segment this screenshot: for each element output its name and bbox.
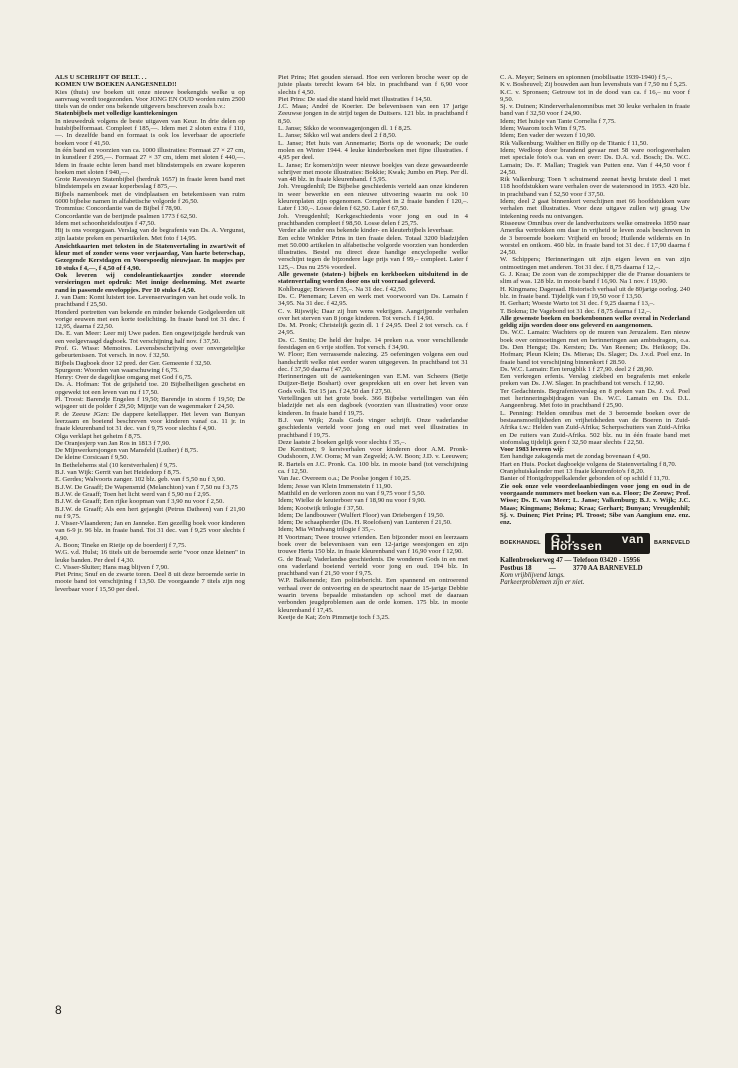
paragraph: In één band en voorzien van ca. 1000 illustraties: Formaat 27 × 27 cm, in kunstleer f 295,—. Formaat 27 × 37 cm, idem met sloten f 440,—. Idem in fraaie echte leren band met blindstempels en zware koperen hoeken met sloten f 940,—. <box>55 146 245 176</box>
paragraph: Voor 1983 leveren wij: <box>500 446 564 454</box>
paragraph: B.J.W. de Graaff; Een rijke koopman van f 3,90 nu voor f 2,50. <box>55 498 225 506</box>
paragraph: Verder alle onder ons bekende kinder- en kleuterbijbels leverbaar. <box>278 227 454 235</box>
paragraph: De Mijnwerkersjongen van Mansfeld (Luther) f 8,75. <box>55 447 198 455</box>
paragraph: KOMEN UW BOEKEN AANGESNELD!! <box>55 81 177 89</box>
paragraph: Pl. Troost: Barendje Engelen f 19,50; Barendje in storm f 19,50; De wijsgeer uit de polder f 29,50; Mijntje van de wagenmaker f 24,50. <box>55 396 245 411</box>
page-number: 8 <box>55 1003 62 1017</box>
paragraph: Ds. M. Pronk; Christelijk gezin dl. 1 f 24,95. Deel 2 tot versch. ca. f 24,95. <box>278 322 468 337</box>
paragraph: Idem; deel 2 gaat binnenkort verschijnen met 66 hoofdstukken ware verhalen met illustraties. Voor deze uitgave zullen wij graag Uw intekening reeds nu ontvangen. <box>500 198 690 220</box>
paragraph: Ansichtkaarten met teksten in de Statenvertaling in zwart/wit of kleur met of zonder wens voor verjaardag, Van harte beterschap, Gezegende Kerstdagen en Voorspoedig nieuwjaar. In mapjes per 10 stuks f 4,—, f 4,50 of f 4,90. <box>55 242 245 272</box>
paragraph: L. Janse; Er komen/zijn weer nieuwe boekjes van deze gewaardeerde schrijver met mooie illustraties: Bokkie; Kwak; Jumbo en Piep. Per dl. van 48 blz. in fraaie kleurenband. f 5,95. <box>278 161 468 184</box>
paragraph: Grote Ravesteyn Statenbijbel (herdruk 1657) in fraaie leren band met blindstempels en zwaar koperbeslag f 875,—. <box>55 176 245 191</box>
paragraph: Rik Valkenburg; Walther en Billy op de Titanic f 11,50. <box>500 139 648 147</box>
paragraph: Henry: Over de dagelijkse omgang met God f 6,75. <box>55 374 193 382</box>
paragraph: Ds. C. Smits; De held der hulpe. 14 preken o.a. voor verschillende feestdagen en 6 vrije stoffen. Tot versch. f 34,90. <box>278 336 468 351</box>
paragraph: Ds. W.C. Lamain: Wachters op de muren van Jeruzalem. Een nieuw boek over ontmoetingen met en herinneringen aan ambtsdragers, o.a. Ds. Den Hengst; Ds. Kersten; Ds. Van Reenen; Ds. Heikoop; Ds. Hofman; Pleun Klein; Ds. Mieras; Ds. Slager; Ds. J.v.d. Poel enz. In fraaie band tot verschijning binnenkort f 28.50. <box>500 329 690 366</box>
paragraph: Vertellingen uit het grote boek. 366 Bijbelse vertellingen van één bladzijde net als een dagboek (voorzien van illustraties) voor onze kinderen. In fraaie band f 19,75. <box>278 395 468 417</box>
paragraph: Een verkregen erfenis. Verslag ziekbed en begrafenis met enkele preken van Ds. J.W. Slager. In prachtband tot versch. f 12,90. <box>500 373 690 388</box>
paragraph: Ook leveren wij condoleantiekaartjes zonder storende versieringen met opdruk: Met innige deelneming. Met zwarte rand in passende enveloppjes. Per 10 stuks f 4,50. <box>55 272 245 294</box>
paragraph: Idem; De landbouwer (Wulfert Floor) van Driebergen f 19,50. <box>278 511 445 519</box>
paragraph: Joh. Vreugdenhil; De Bijbelse geschiedenis verteld aan onze kinderen in weer bewerkte en een nieuwe uitvoering waarin nu ook 10 kleurenplaten zijn opgenomen. Compleet in 2 fraaie banden f 120,–. Later f 130,–. Losse delen f 62,50. Later f 67,50. <box>278 183 468 213</box>
paragraph: A. Boon; Tineke en Rietje op de boerderij f 7,75. <box>55 542 187 549</box>
visit-note: Kom vrijblijvend langs. <box>500 572 565 579</box>
bookshop-logo <box>500 532 690 554</box>
paragraph: L. Janse; Sikko wil wat anders deel 2 f 8,50. <box>278 132 397 140</box>
paragraph: Van Jac. Overeem o.a.; De Poolse jongen f 10,25. <box>278 475 411 483</box>
paragraph: B.J. van Wijk; Zoals Gods vinger schrijft. Onze vaderlandse geschiedenis verteld voor jong en oud met veel illustraties in prachtband f 19,75. <box>278 416 468 439</box>
paragraph: H. Gerhart; Woeste Warto tot 31 dec. f 9,25 daarna f 13,–. <box>500 300 655 308</box>
paragraph: Bijbels Dagboek door 12 pred. der Ger. Gemeente f 32,50. <box>55 359 212 367</box>
paragraph: Idem; Het huisje van Tante Cornelia f 7,75. <box>500 117 616 125</box>
paragraph: Ter Gedachtenis. Begrafenisverslag en 8 preken van Ds. J. v.d. Poel met herinneringsbijdragen van Ds. W.C. Lamain en Ds. D.L. Aangeenbrug. Met foto in prachtband f 25,90. <box>500 387 690 410</box>
paragraph: Sj. v. Duinen; Kinderverhalenomnibus met 30 leuke verhalen in fraaie band van f 32,50 voor f 24,90. <box>500 103 690 118</box>
paragraph: Oranjehuiskalender met 13 fraaie kleurenfoto's f 8,20. <box>500 468 645 476</box>
paragraph: B.J.W. De Graaff; De Wapensmid (Melanchton) van f 7,50 nu f 3,75 <box>55 483 238 491</box>
paragraph: Idem met schoonheidsfoutjes f 47,50. <box>55 219 156 227</box>
address-line: Kallenbroekerweg 47 — Telefoon 03420 - 15956 <box>500 557 640 565</box>
paragraph: Deze laatste 2 boeken gelijk voor slechts f 35,–. <box>278 438 407 446</box>
paragraph: Idem; Kootwijk trilogie f 37,50. <box>278 504 364 512</box>
paragraph: Herinneringen uit de aantekeningen van E.M. van Scheers (Betje Duijzer-Betje Boshart) over gesprekken uit en over het leven van Gods volk. Tot 15 jan. f 24,50 dan f 27,50. <box>278 373 468 395</box>
paragraph: C. Visser-Sluiter; Hans mag blijven f 7,90. <box>55 563 169 571</box>
paragraph: Idem; Wielke de keuterboer van f 18,90 nu voor f 9,90. <box>278 497 426 505</box>
paragraph: Hij is ons voorgegaan. Verslag van de begrafenis van Ds. A. Vergunst, zijn laatste preken en persartikelen. Met foto f 14,95. <box>55 227 245 242</box>
paragraph: C. v. Rijswijk; Daar zij hun wens vekrijgen. Aangrijpende verhalen over het sterven van 8 jonge kinderen. Tot versch. f 14,90. <box>278 307 468 322</box>
paragraph: L. Penning: Helden omnibus met de 3 beroemde boeken over de bestaansmoeilijkheden en vrijheidsheden van de Boeren in Zuid-Afrika t.w.: Helden van Zuid-Afrika; Scherpschutters van Zuid-Afrika en De ruiters van Zuid-Afrika. 502 blz. nu in één fraaie band met stofomslag tijdelijk geen f 32,50 maar slechts f 22,50. <box>500 409 690 446</box>
logo-left-word: BOEKHANDEL <box>500 539 541 546</box>
bookshop-advert <box>500 532 690 586</box>
paragraph: G. de Braal; Vaderlandse geschiedenis. De wonderen Gods in en met ons vaderland boeiend verteld voor jong en oud. 194 blz. In prachtband van f 21,50 voor f 9,75. <box>278 555 468 578</box>
paragraph: W. Schippers; Herinneringen uit zijn eigen leven en van zijn ontmoetingen met anderen. Tot 31 dec. f 8,75 daarna f 12,–. <box>500 256 690 271</box>
paragraph: Idem; Mia Windvang trilogie f 35,–. <box>278 526 376 534</box>
paragraph: Keetje de Kat; Zo'n Pimmetje toch f 3,25. <box>278 613 390 621</box>
paragraph: Idem; Waarom toch Wim f 9,75. <box>500 125 587 133</box>
text-column-2 <box>278 74 468 621</box>
paragraph: Alle gewenste boeken en boekenbonnen welke overal in Nederland geldig zijn worden door ons geleverd en aangenomen. <box>500 314 690 330</box>
paragraph: L. Janse; Het huis van Annemarie; Boris op de woonark; De oude molen en Winter 1944. 4 leuke kinderboeken met fijne illustraties. f 4,95 per deel. <box>278 139 468 162</box>
paragraph: Ds. W.C. Lamain: Een terugblik 1 f 27,90. deel 2 f 28,90. <box>500 365 654 373</box>
paragraph: Ds. C. Pieneman; Leven en werk met voorwoord van Ds. Lamain f 34,95. Na 31 dec. f 42,95. <box>278 292 468 308</box>
paragraph: Kies (thuis) uw boeken uit onze nieuwe boekengids welke u op aanvraag wordt toegezonden. Voor JONG EN OUD worden ruim 2500 titels van de onder ons bekende uitgevers beschreven zoals b.v.: <box>55 88 245 111</box>
paragraph: Idem; Jesse van Klein Immenstein f 11,90. <box>278 482 393 490</box>
paragraph: B.J. van Wijk: Gerrit van het Heidedorp f 8,75. <box>55 469 181 477</box>
paragraph: In nieuwedruk volgens de beste uitgaven van Keur. In drie delen op huisbijbelformaat. Compleet f 185,—. Idem met 2 sloten extra f 110,—. In dezelfde band en formaat is ook los leverbaar de apocriefe boeken voor f 41,50. <box>55 117 245 147</box>
postbus-line: Postbus 18 — 3770 AA BARNEVELD <box>500 564 643 572</box>
paragraph: In Bethelehems stal (10 kerstverhalen) f 9,75. <box>55 461 178 469</box>
paragraph: Ds. A. Hofman: Tot de grijsheid toe. 20 Bijbelheiligen geschetst en opgewekt tot een leven van nu f 17,50. <box>55 381 245 396</box>
paragraph: Ds. E. van Meer: Leer mij Uwe paden. Een ongewijzigde herdruk van een veelgevraagd dagboek. Tot verschijning half nov. f 37,50. <box>55 330 245 345</box>
paragraph: De kleine Corsicaan f 9,50. <box>55 454 129 462</box>
paragraph: Idem; De schaapherder (Ds. H. Roelofsen) van Lunteren f 21,50. <box>278 519 452 527</box>
paragraph: Trommius: Concordantie van de Bijbel f 78,90. <box>55 205 182 213</box>
paragraph: Spurgeon: Woorden van waarschuwing f 6,75. <box>55 366 179 374</box>
paragraph: Zie ook onze vele voordeelaanbiedingen voor jong en oud in de voorgaande nummers met boeken van o.a. Floor; De Zeeuw; Prof. Wisse; Ds. E. van Meer; L. Janse; Valkenburg; B.J. v. Wijk; J.C. Maas; Kingmans; Bokma; Kraa; Gerhart; Bunyan; Vreugdenhil; Sj. v. Duinen; Piet Prins; Pl. Troost; Sibe van Aangium enz. enz. enz. <box>500 482 690 527</box>
paragraph: T. Bokma; De Vagebond tot 31 dec. f 8,75 daarna f 12,–. <box>500 307 652 315</box>
paragraph: K.C. v. Spronsen; Getrouw tot in de dood van ca. f 16,– nu voor f 9,50. <box>500 88 690 103</box>
paragraph: Matthild en de verloren zoon nu van f 9,75 voor f 5,50. <box>278 489 426 497</box>
paragraph: H. Kingmans; Dageraad. Historisch verhaal uit de 80jarige oorlog. 240 blz. in fraaie band. Tijdelijk van f 19,50 voor f 13,50. <box>500 285 690 300</box>
paragraph: Joh. Vreugdenhil; Kerkgeschiedenis voor jong en oud in 4 prachtbanden compleet f 98,50. Losse delen f 25,75. <box>278 212 468 227</box>
paragraph: Statenbijbels met volledige kanttekeningen <box>55 110 178 118</box>
paragraph: K v. Bosheuvel; Zij bouwden aan hun levenshuis van f 7,50 nu f 5,25. <box>500 81 687 89</box>
paragraph: Idem; Een vader der wezen f 10,90. <box>500 132 596 140</box>
paragraph: Bijbels namenboek met de vindplaatsen en betekenissen van ruim 6000 bijbelse namen in alfabetische volgorde f 26,50. <box>55 190 245 206</box>
paragraph: W.G. v.d. Hulst; 16 titels uit de beroemde serie "voor onze kleinen" in leuke banden. Per deel f 4,30. <box>55 549 245 564</box>
paragraph: De Oranjesjerp van Jan Ros in 1813 f 7,90. <box>55 439 171 447</box>
paragraph: Een echte Winkler Prins in tien fraaie delen. Totaal 3200 bladzijden met 50.000 artikelen in alfabetische volgorde voorzien van honderden illustraties. Bestel nu direct deze handige encyclopedie welke verschijnt tegen de bijzondere lage prijs van f 99,– compleet. Later f 125,–. Dus nu 25% voordeel. <box>278 234 468 271</box>
paragraph: Banier of Honigdroppelkalender gebonden of op schild f 11,70. <box>500 475 670 483</box>
text-column-3 <box>500 74 690 587</box>
paragraph: Honderd portretten van bekende en minder bekende Godgeleerden uit vorige eeuwen met een korte toelichting. In fraaie band tot 31 dec. f 12,95, daarna f 22,50. <box>55 308 245 331</box>
paragraph: Hart en Huis. Pocket dagboekje volgens de Statenvertaling f 8,70. <box>500 460 677 468</box>
text-column-1 <box>55 74 245 593</box>
paragraph: Prof. G. Wisse: Memoires. Levensbeschrijving over onvergetelijke gebeurtenissen. Tot versch. in nov. f 32,50. <box>55 344 245 360</box>
paragraph: Rik Valkenburg; Toen 't schuimend zeenat hevig bruiste deel 1 met 118 hoofdstukken ware verhalen over de watersnood in 1953. 420 blz. in prachtband van f 52,50 voor f 37,50. <box>500 176 690 198</box>
paragraph: Idem; Wedloop door brandend gevaar met 58 ware oorlogsverhalen met speciale foto's o.a. van en over: Ds. D.A. v.d. Bosch; Ds. W.C. Lamain; Ds. F. Mallan; Tragiek van Putten enz. Van f 44,50 voor f 24,50. <box>500 146 690 176</box>
paragraph: W. Floor; Een verrassende nalezing. 25 oefeningen volgens een oud handschrift welke niet eerder waren uitgegeven. In prachtband tot 31 dec. f 37,50 daarna f 47,50. <box>278 351 468 373</box>
paragraph: P. de Zeeuw JGzn: De dappere ketellapper. Het leven van Bunyan leerzaam en boeiend beschreven voor kinderen vanaf ca. 11 jr. in fraaie kleurenband tot 31 dec. van f 9,75 voor slechts f 4,90. <box>55 410 245 433</box>
paragraph: L. Janse; Sikko de woonwagenjongen dl. 1 f 8,25. <box>278 125 412 133</box>
paragraph: Risseeuw Omnibus over de landverhuizers welke omstreeks 1850 naar Amerika vertrokken om daar in vrijheid te leven zoals beschreven in de 3 beroemde boeken: Vrijheid en brood; Huilende wildernis en In worstel en ontkom. 460 blz. in fraaie band tot 31 dec. f 17,90 daarna f 24,50. <box>500 219 690 257</box>
paragraph: B.J.W. de Graaff; Als een hert gejaeght (Petrus Datheen) van f 21,90 nu f 9,75. <box>55 505 245 520</box>
paragraph: Een handige zakagenda met de zondag bovenaan f 4,90. <box>500 453 651 461</box>
paragraph: J.C. Maas; André de Koerier. De belevenissen van een 17 jarige Zeeuwse jongen in de strijd tegen de Duitsers. 121 blz. in prachtband f 8,50. <box>278 103 468 125</box>
paragraph: De Kersttoet; 9 kerstverhalen voor kinderen door A.M. Pronk-Oudshoorn, J.W. Ooms; M van Zegveld; A.W. Boon; J.D. v. Leeuwen; R. Bartels en J.C. Pronk. Ca. 100 blz. in mooie band (tot verschijning ca. f 12,50. <box>278 446 468 476</box>
paragraph: Piet Prins; Snuf en de zwarte toren. Deel 8 uit deze beroemde serie in mooie band tot verschijning f 13,50. De voorgaande 7 titels zijn nog leverbaar voor f 15,50 per deel. <box>55 571 245 593</box>
paragraph: Alle gewenste (staten-) bijbels en kerkboeken uitsluitend in de statenvertaling worden door ons uit voorraad geleverd. <box>278 271 468 286</box>
paragraph: J. Visser-Vlaanderen; Jan en Janneke. Een gezellig boek voor kinderen van 6-9 jr. 96 blz. in fraaie band. Tot 31 dec. van f 9,25 voor slechts f 4,90. <box>55 520 245 542</box>
paragraph: Kohlbrugge; Brieven f 35,–. Na 31 dec. f 42,50. <box>278 285 407 293</box>
logo-right-word: BARNEVELD <box>653 539 690 546</box>
paragraph: Piet Prins: De stad die stand hield met illustraties f 14,50. <box>278 95 432 103</box>
paragraph: C. A. Meyer; Seiners en spionnen (mobilisatie 1939-1940) f 5,–. <box>500 74 673 81</box>
paragraph: ALS U SCHRIJFT OF BELT. . . <box>55 74 147 81</box>
paragraph: E. Gerdes; Walvoorts zanger. 102 blz. geb. van f 5,50 nu f 3,90. <box>55 476 226 484</box>
paragraph: W.P. Balkenende; Een politiebericht. Een spannend en ontroerend verhaal over de ontvoering en de speurtocht naar de 15-jarige Debbie waarin tevens bepaalde misstanden op school met de daaraan verbonden jeugdproblemen aan de orde komen. 175 blz. in mooie kleurenband f 17,45. <box>278 577 468 614</box>
paragraph: J. van Dam: Komt luistert toe. Levenservaringen van het oude volk. In prachtband f 25,50. <box>55 293 245 309</box>
paragraph: Concordantie van de berijmde psalmen 1773 f 62,50. <box>55 212 198 220</box>
logo-brand: G.J. van Horssen <box>545 533 650 554</box>
paragraph: H Voortman; Twee trouwe vrienden. Een bijzonder mooi en leerzaam boek over de belevenissen van een 12-jarige weesjongen en zijn trouwe Herta 150 blz. in fraaie kleurenband van f 16,90 voor f 12,90. <box>278 533 468 556</box>
paragraph: Olga verklapt het geheim f 8,75. <box>55 432 142 440</box>
paragraph: B.J.W. de Graaff; Toen het licht werd van f 5,90 nu f 2,95. <box>55 490 211 498</box>
paragraph: G. J. Kraa; De zoon van de zompschipper die de Franse douaniers te slim af was. 128 blz. in mooie band f 16,90. Na 1 nov. f 19,90. <box>500 271 690 286</box>
paragraph: Piet Prins; Het gouden sieraad. Hoe een verloren broche weer op de juiste plaats terecht kwam 64 blz. in prachtband van f 6,90 voor slechts f 4,50. <box>278 74 468 96</box>
parking-note: Parkeerproblemen zijn er niet. <box>500 579 585 587</box>
